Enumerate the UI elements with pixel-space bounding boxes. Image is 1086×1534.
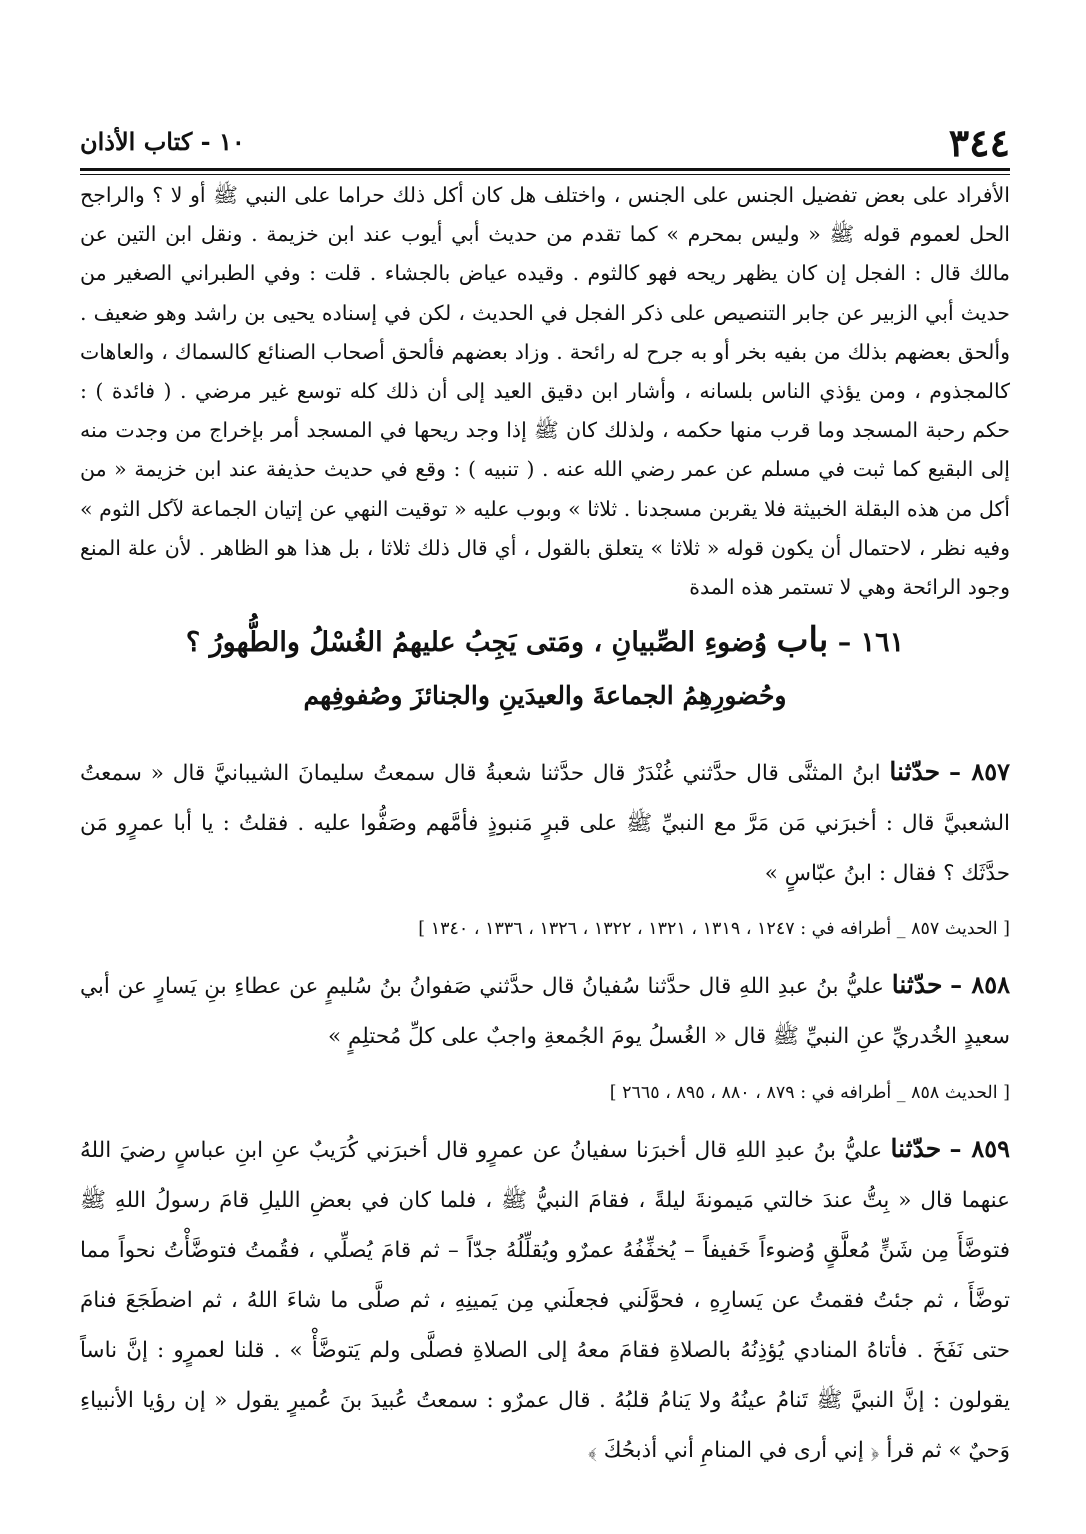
page-header (80, 92, 1010, 165)
chapter-number: ١٦١ – (837, 627, 905, 658)
hadith-text (80, 747, 1010, 899)
chapter-title: وُضوءِ الصِّبيانِ ، ومَتى يَجِبُ عليهمُ الغُسْلُ والطُّهورُ ؟ (185, 627, 768, 658)
hadith-body: ابنُ المثنَّى قال حدَّثني غُنْدَرٌ قال حدَّثنا شعبةُ قال سمعتُ سليمانَ الشيبانيَّ قال « سمعتُ الشعبيَّ قال : أخبرَني مَن مَرَّ مع النبيِّ ﷺ على قبرٍ مَنبوذٍ فأمَّهم وصَفُّوا عليه . فقلتُ : يا أبا عمرٍو مَن حدَّثَك ؟ فقال : ابنُ عبّاسٍ » (80, 761, 1010, 886)
hadith-opening: حدّثنا (890, 1134, 942, 1163)
hadith-atraf: [ الحديث ٨٥٨ _ أطرافه في : ٨٧٩ ، ٨٨٠ ، ٨٩٥ ، ٢٦٦٥ ] (609, 1083, 1010, 1103)
hadith-atraf: [ الحديث ٨٥٧ _ أطرافه في : ١٢٤٧ ، ١٣١٩ ، ١٣٢١ ، ١٣٢٢ ، ١٣٢٦ ، ١٣٣٦ ، ١٣٤٠ ] (418, 919, 1010, 939)
commentary-paragraph: الأفراد على بعض تفضيل الجنس على الجنس ، واختلف هل كان أكل ذلك حراما على النبي ﷺ أو لا ؟ والراجح الحل لعموم قوله ﷺ « وليس بمحرم » كما تقدم من حديث أبي أيوب عند ابن خزيمة . ونقل ابن التين عن مالك قال : الفجل إن كان يظهر ريحه فهو كالثوم . وقيده عياض بالجشاء . قلت : وفي الطبراني الصغير من حديث أبي الزبير عن جابر التنصيص على ذكر الفجل في الحديث ، لكن في إسناده يحيى بن راشد وهو ضعيف . وألحق بعضهم بذلك من بفيه بخر أو به جرح له رائحة . وزاد بعضهم فألحق أصحاب الصنائع كالسماك ، والعاهات كالمجذوم ، ومن يؤذي الناس بلسانه ، وأشار ابن دقيق العيد إلى أن ذلك كله توسع غير مرضي . ( فائدة ) : حكم رحبة المسجد وما قرب منها حكمه ، ولذلك كان ﷺ إذا وجد ريحها في المسجد أمر بإخراج من وجدت منه إلى البقيع كما ثبت في مسلم عن عمر رضي الله عنه . ( تنبيه ) : وقع في حديث حذيفة عند ابن خزيمة « من أكل من هذه البقلة الخبيثة فلا يقربن مسجدنا . ثلاثا » وبوب عليه « توقيت النهي عن إتيان الجماعة لآكل الثوم » وفيه نظر ، لاحتمال أن يكون قوله « ثلاثا » يتعلق بالقول ، أي قال ذلك ثلاثا ، بل هذا هو الظاهر . لأن علة المنع وجود الرائحة وهي لا تستمر هذه المدة (80, 183, 1010, 600)
page-number: ٣٤٤ (948, 120, 1010, 165)
hadith-number: ٨٥٩ – (949, 1134, 1010, 1163)
hadith-text (80, 960, 1010, 1062)
chapter-subtitle: وحُضورِهِمُ الجماعةَ والعيدَينِ والجنائزَ وصُفوفِهم (303, 681, 787, 710)
hadith-opening: حدّثنا (891, 970, 943, 999)
hadith-857 (80, 747, 1010, 899)
hadith-number: ٨٥٨ – (950, 970, 1011, 999)
hadith-858 (80, 960, 1010, 1062)
hadith-number: ٨٥٧ – (948, 757, 1010, 786)
hadith-text (80, 1124, 1010, 1476)
header-rule (80, 168, 1010, 175)
hadith-body: عليُّ بنُ عبدِ اللهِ قال حدَّثنا سُفيانُ قال حدَّثني صَفوانُ بنُ سُليمٍ عن عطاءِ بنِ يَسارٍ عن أبي سعيدٍ الخُدريِّ عنِ النبيِّ ﷺ قال « الغُسلُ يومَ الجُمعةِ واجبٌ على كلِّ مُحتلِمٍ » (80, 974, 1010, 1049)
hadith-859 (80, 1124, 1010, 1476)
running-title: ١٠ - كتاب الأذان (80, 127, 245, 156)
hadith-body: عليُّ بنُ عبدِ اللهِ قال أخبرَنا سفيانُ عن عمرٍو قال أخبرَني كُرَيبٌ عنِ ابنِ عباسٍ رضيَ اللهُ عنهما قال « بِتُّ عندَ خالتي مَيمونةَ ليلةً ، فقامَ النبيُّ ﷺ ، فلما كان في بعضِ الليلِ قامَ رسولُ اللهِ ﷺ فتوضَّأَ مِن شَنٍّ مُعلَّقٍ وُضوءاً خَفيفاً – يُخفِّفُهُ عمرٌو ويُقلِّلُهُ جدّاً – ثم قامَ يُصلِّي ، فقُمتُ فتوضَّأْتُ نحواً مما توضَّأَ ، ثم جئتُ فقمتُ عن يَسارِهِ ، فحوَّلَني فجعلَني مِن يَمينِهِ ، ثم صلَّى ما شاءَ اللهُ ، ثم اضطَجَعَ فنامَ حتى نَفَخَ . فأتاهُ المنادي يُؤذِنُهُ بالصلاةِ فقامَ معهُ إلى الصلاةِ فصلَّى ولم يَتوضَّأْ » . قلنا لعمرٍو : إنَّ ناساً يقولون : إنَّ النبيَّ ﷺ تَنامُ عينُهُ ولا يَنامُ قلبُهُ . قال عمرٌو : سمعتُ عُبيدَ بنَ عُميرٍ يقول « إن رؤيا الأنبياءِ وَحيٌ » ثم قرأ ﴿ إني أرى في المنامِ أني أذبحُكَ ﴾ (80, 1138, 1010, 1463)
chapter-heading (80, 620, 1010, 663)
chapter-label: باب (776, 620, 829, 660)
hadith-opening: حدّثنا (889, 757, 941, 786)
